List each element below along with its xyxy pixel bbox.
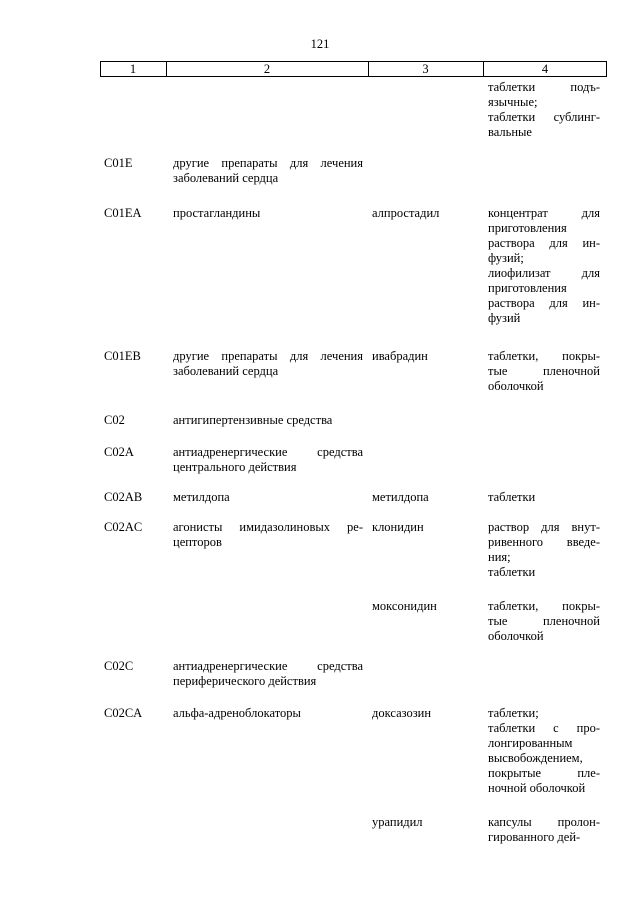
anatomical-group (173, 349, 363, 379)
dosage-form-line: раствор для внут- (488, 520, 600, 534)
group-line: антиадренергические средства (173, 445, 363, 459)
anatomical-group (173, 206, 363, 221)
anatomical-group (173, 445, 363, 475)
atc-code: C02AB (104, 490, 143, 504)
dosage-form-line: лиофилизат для (488, 266, 600, 280)
atc-code: C01E (104, 156, 133, 170)
dosage-form-line: лонгированным (488, 736, 573, 750)
dosage-form-line: приготовления (488, 281, 567, 295)
anatomical-group (173, 520, 363, 550)
group-line: заболеваний сердца (173, 364, 279, 378)
group-line: антиадренергические средства (173, 659, 363, 673)
header-col-2: 2 (263, 62, 271, 76)
anatomical-group (173, 490, 363, 505)
drug-name: урапидил (372, 815, 423, 829)
dosage-forms (488, 815, 600, 845)
group-line: центрального действия (173, 460, 297, 474)
dosage-forms (488, 490, 600, 505)
dosage-form-line: таблетки подъ- (488, 80, 600, 94)
dosage-form-line: приготовления (488, 221, 567, 235)
atc-code: C02CA (104, 706, 143, 720)
dosage-form-line: раствора для ин- (488, 296, 600, 310)
dosage-form-line: оболочкой (488, 379, 544, 393)
dosage-form-line: таблетки (488, 490, 536, 504)
page-number: 121 (310, 37, 330, 51)
dosage-forms (488, 80, 600, 140)
header-col-4: 4 (541, 62, 549, 76)
dosage-form-line: таблетки сублинг- (488, 110, 600, 124)
dosage-form-line: ривенного введе- (488, 535, 600, 549)
group-line: антигипертензивные средства (173, 413, 333, 427)
table-header (100, 61, 607, 77)
drug-name: моксонидин (372, 599, 437, 613)
header-col-1: 1 (129, 62, 137, 76)
dosage-forms (488, 520, 600, 580)
dosage-form-line: вальные (488, 125, 532, 139)
dosage-form-line: покрытые пле- (488, 766, 600, 780)
dosage-form-line: концентрат для (488, 206, 600, 220)
dosage-form-line: фузий; (488, 251, 524, 265)
drug-name: ивабрадин (372, 349, 428, 363)
anatomical-group (173, 413, 363, 428)
dosage-form-line: ния; (488, 550, 511, 564)
drug-name: доксазозин (372, 706, 432, 720)
dosage-forms (488, 706, 600, 796)
dosage-form-line: раствора для ин- (488, 236, 600, 250)
header-divider (606, 62, 607, 76)
dosage-form-line: таблетки, покры- (488, 349, 600, 363)
dosage-form-line: фузий (488, 311, 521, 325)
group-line: агонисты имидазолиновых ре- (173, 520, 363, 534)
header-col-3: 3 (422, 62, 429, 76)
anatomical-group (173, 156, 363, 186)
atc-code: C02A (104, 445, 134, 459)
dosage-form-line: тые пленочной (488, 614, 600, 628)
atc-code: C02AC (104, 520, 143, 534)
dosage-form-line: гированного дей- (488, 830, 581, 844)
drug-name: алпростадил (372, 206, 440, 220)
atc-code: C02C (104, 659, 134, 673)
atc-code: C02 (104, 413, 125, 427)
drug-name: клонидин (372, 520, 424, 534)
dosage-form-line: тые пленочной (488, 364, 600, 378)
dosage-form-line: таблетки; (488, 706, 539, 720)
dosage-forms (488, 599, 600, 644)
dosage-form-line: капсулы пролон- (488, 815, 600, 829)
dosage-form-line: таблетки (488, 565, 536, 579)
dosage-form-line: оболочкой (488, 629, 544, 643)
group-line: периферического действия (173, 674, 317, 688)
atc-code: C01EA (104, 206, 142, 220)
dosage-forms (488, 349, 600, 394)
anatomical-group (173, 659, 363, 689)
dosage-form-line: язычные; (488, 95, 538, 109)
group-line: метилдопа (173, 490, 230, 504)
dosage-forms (488, 206, 600, 326)
group-line: простагландины (173, 206, 261, 220)
dosage-form-line: высвобождением, (488, 751, 583, 765)
group-line: альфа-адреноблокаторы (173, 706, 301, 720)
drug-name: метилдопа (372, 490, 429, 504)
anatomical-group (173, 706, 363, 721)
dosage-form-line: ночной оболочкой (488, 781, 586, 795)
dosage-form-line: таблетки, покры- (488, 599, 600, 613)
group-line: цепторов (173, 535, 222, 549)
group-line: заболеваний сердца (173, 171, 279, 185)
group-line: другие препараты для лечения (173, 349, 363, 363)
group-line: другие препараты для лечения (173, 156, 363, 170)
atc-code: C01EB (104, 349, 141, 363)
dosage-form-line: таблетки с про- (488, 721, 600, 735)
